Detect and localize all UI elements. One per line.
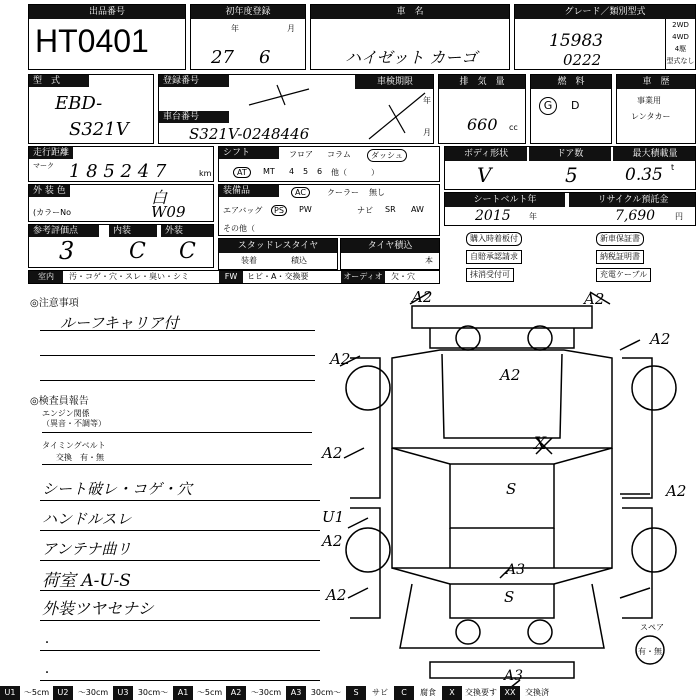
fw-header: FW	[219, 271, 243, 283]
engine-label: エンジン関係	[42, 409, 90, 418]
disp-unit: cc	[509, 123, 518, 132]
car-box	[310, 4, 510, 70]
mileage-header: 走行距離	[29, 147, 73, 159]
damage-mark: A2	[412, 288, 433, 306]
room-row	[28, 270, 440, 284]
color-value: 白	[151, 188, 168, 207]
legend-value: 〜30cm	[250, 688, 282, 697]
damage-mark: S	[506, 480, 517, 498]
legend-value: 〜30cm	[77, 688, 109, 697]
notes-title: ◎注意事項	[30, 298, 79, 309]
load-value: 0.35	[625, 165, 663, 185]
audio-options: 欠・穴	[391, 272, 415, 281]
recycle-unit: 円	[675, 212, 683, 221]
lot-box	[28, 4, 186, 70]
damage-mark: S	[504, 588, 515, 606]
fuel-d: D	[571, 99, 580, 112]
tire-box	[340, 238, 440, 270]
legend-key: X	[442, 686, 462, 700]
legend	[0, 686, 700, 700]
damage-mark: U1	[322, 508, 345, 526]
legend-key: XX	[500, 686, 520, 700]
reg-header: 登録番号	[159, 75, 229, 87]
legend-value: 30cm〜	[310, 688, 342, 697]
studless-header: スタッドレスタイヤ	[219, 239, 337, 253]
fuel-box	[530, 74, 612, 144]
room-options: 汚・コゲ・穴・スレ・臭い・シミ	[69, 272, 189, 281]
inspect-year-unit: 年	[423, 96, 431, 105]
equip-other: その他（	[223, 224, 255, 233]
grade-1: 15983	[549, 31, 604, 51]
drive-2wd: 2WD	[672, 21, 689, 29]
int-header: 内装	[109, 225, 157, 237]
docs-area	[444, 230, 696, 284]
shift-mt: MT	[263, 167, 275, 176]
drive-options	[665, 19, 695, 69]
damage-mark: A2	[326, 586, 347, 604]
ext-header: 外装	[161, 225, 213, 237]
color-code-label: (カラーNo	[33, 208, 71, 217]
legend-key: C	[394, 686, 414, 700]
car-name: ハイゼット カーゴ	[345, 48, 478, 67]
model-box	[28, 74, 154, 144]
equip-pw: PW	[299, 205, 312, 214]
legend-key: A2	[226, 686, 246, 700]
legend-key: U2	[53, 686, 73, 700]
shift-at: AT	[233, 167, 251, 178]
body-header: ボディ形状	[445, 147, 527, 161]
doc-cable: 充電ケーブル	[596, 268, 651, 282]
equip-sr: SR	[385, 205, 396, 214]
grade-2: 0222	[563, 51, 602, 69]
fw-options: ヒビ・A・交換要	[247, 272, 309, 281]
legend-key: S	[346, 686, 366, 700]
studless-box	[218, 238, 338, 270]
studless-mounted: 装着	[241, 256, 257, 265]
shift-header: シフト	[219, 147, 279, 159]
mileage-value: 1 8 5 2 4 7	[69, 161, 167, 182]
doc-purchase: 購入時着板付	[466, 232, 522, 246]
equip-aw: AW	[411, 205, 424, 214]
inspect-month-unit: 月	[423, 128, 431, 137]
eval-box	[28, 224, 214, 268]
report-item: ハンドルスレ	[42, 510, 132, 528]
shift-floor: フロア	[289, 150, 313, 159]
report-item: アンテナ曲リ	[42, 540, 132, 558]
shift-other: 他（ ）	[331, 168, 379, 177]
equip-none: 無し	[369, 188, 385, 197]
damage-mark: A3	[504, 668, 524, 684]
damage-mark: A3	[506, 562, 526, 578]
int-value: C	[129, 239, 146, 264]
ext-value: C	[179, 239, 196, 264]
color-box	[28, 184, 214, 222]
damage-mark: A2	[584, 290, 605, 308]
history-business: 事業用	[637, 96, 661, 105]
damage-mark: A2	[322, 532, 343, 550]
mark-label: マーク	[33, 162, 54, 170]
mileage-unit: km	[199, 169, 212, 178]
engine-sub: （異音・不調等）	[42, 419, 106, 428]
spare-label: スペア	[640, 623, 664, 632]
doors-header: ドア数	[529, 147, 611, 161]
history-box	[616, 74, 696, 144]
legend-value: 〜5cm	[23, 688, 50, 697]
legend-value: サビ	[372, 688, 388, 697]
load-header: 最大積載量	[613, 147, 696, 161]
color-code: W09	[151, 203, 186, 221]
report-item: 荷室 A-U-S	[42, 571, 131, 591]
note-1: ルーフキャリア付	[60, 314, 179, 332]
audio-header: オーディオ	[341, 271, 385, 283]
damage-mark: A2	[322, 444, 343, 462]
body-value: V	[477, 163, 492, 187]
color-header: 外 装 色	[29, 185, 70, 197]
eval-value: 3	[59, 237, 75, 265]
history-rental: レンタカー	[631, 112, 671, 121]
disp-header: 排 気 量	[439, 75, 525, 89]
body-box	[444, 146, 696, 190]
seatbelt-header: シートベルト年	[445, 193, 565, 207]
doors-value: 5	[565, 163, 578, 187]
car-header: 車 名	[311, 5, 509, 19]
equip-navi: ナビ	[357, 206, 373, 215]
load-unit: t	[671, 163, 675, 172]
shift-dash: ダッシュ	[367, 149, 407, 162]
inspect-header: 車検期限	[355, 75, 434, 89]
legend-key: A1	[173, 686, 193, 700]
legend-value: 〜5cm	[196, 688, 223, 697]
chassis-number: S321V-0248446	[189, 125, 310, 143]
doc-insurance: 自賠承認請求	[466, 250, 522, 264]
legend-value: 交換済	[525, 688, 549, 697]
report-item: 外装ツヤセナシ	[42, 599, 154, 618]
doc-tax: 納税証明書	[596, 250, 644, 264]
year-box	[190, 4, 306, 70]
spare-value: 有・無	[638, 647, 662, 656]
bullet: ・	[42, 668, 52, 679]
legend-key: A3	[286, 686, 306, 700]
damage-mark: A2	[666, 482, 687, 500]
bullet: ・	[42, 638, 52, 649]
timing-sub: 交換 有・無	[56, 453, 104, 462]
doc-warranty: 新車保証書	[596, 232, 644, 246]
damage-mark: X	[534, 434, 547, 454]
eval-header: 参考評価点	[29, 225, 99, 237]
legend-value: 交換要す	[465, 688, 497, 697]
grade-header: グレード／類別型式	[515, 5, 695, 19]
equip-airbag: エアバッグ	[223, 206, 263, 215]
seatbelt-value: 2015	[475, 208, 511, 224]
shift-4: 4	[289, 167, 295, 176]
year-value: 27	[211, 47, 234, 68]
fuel-header: 燃 料	[531, 75, 611, 89]
equip-box	[218, 184, 440, 236]
legend-value: 腐食	[420, 688, 436, 697]
shift-6: 6	[317, 167, 323, 176]
model-1: EBD-	[55, 93, 103, 114]
damage-mark: A2	[500, 366, 521, 384]
drive-4wd: 4WD	[672, 33, 689, 41]
equip-ac: AC	[291, 187, 310, 198]
disp-value: 660	[467, 115, 498, 134]
report-item: シート破レ・コゲ・穴	[42, 480, 193, 498]
grade-box	[514, 4, 696, 70]
disp-box	[438, 74, 526, 144]
year-header: 初年度登録	[191, 5, 305, 19]
model-2: S321V	[69, 119, 129, 140]
studless-loaded: 積込	[291, 256, 307, 265]
legend-key: U1	[0, 686, 20, 700]
fuel-g: G	[539, 97, 557, 115]
history-header: 車 歴	[617, 75, 695, 89]
shift-5: 5	[303, 167, 309, 176]
month-value: 6	[259, 47, 271, 68]
drive-none: 型式なし	[666, 57, 695, 65]
model-header: 型 式	[29, 75, 89, 87]
shift-box	[218, 146, 440, 182]
room-header: 室内	[29, 271, 63, 283]
legend-value: 30cm〜	[137, 688, 169, 697]
mileage-box	[28, 146, 214, 182]
lot-header: 出品番号	[29, 5, 185, 19]
shift-column: コラム	[327, 150, 351, 159]
equip-cooler: クーラー	[327, 188, 359, 197]
year-unit: 年	[231, 24, 239, 33]
tire-header: タイヤ積込	[341, 239, 439, 253]
doc-cancel: 抹消受付可	[466, 268, 514, 282]
timing-label: タイミングベルト	[42, 441, 106, 450]
recycle-value: 7,690	[615, 208, 656, 224]
legend-key: U3	[113, 686, 133, 700]
tire-unit: 本	[425, 256, 433, 265]
equip-header: 装備品	[219, 185, 279, 197]
damage-mark: A2	[650, 330, 671, 348]
recycle-header: リサイクル預託金	[569, 193, 696, 207]
drive-4: 4駆	[674, 45, 687, 53]
seatbelt-box	[444, 192, 696, 226]
report-title: ◎検査員報告	[30, 396, 89, 407]
lot-number: HT0401	[35, 23, 149, 59]
damage-mark: A2	[330, 350, 351, 368]
chassis-header: 車台番号	[159, 111, 229, 123]
month-unit: 月	[287, 24, 295, 33]
reg-box	[158, 74, 434, 144]
seatbelt-unit: 年	[529, 212, 537, 221]
equip-ps: PS	[271, 205, 287, 216]
